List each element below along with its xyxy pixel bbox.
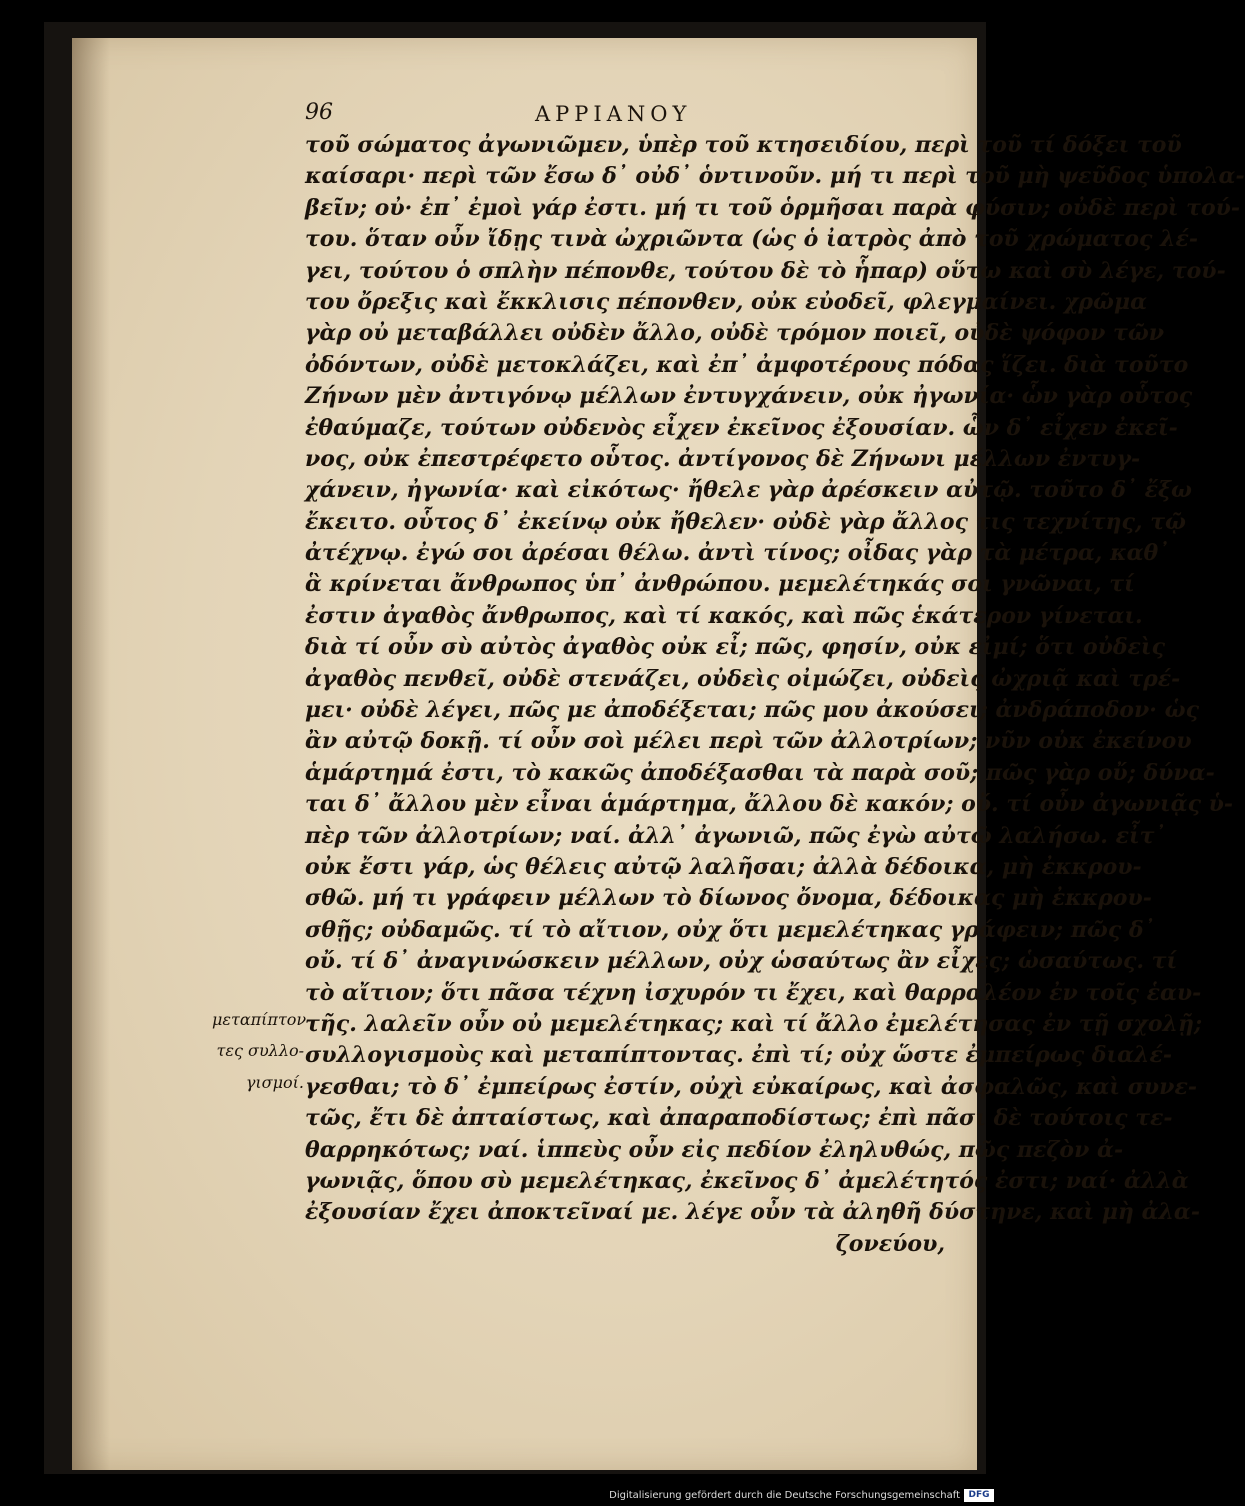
page-number: 96 bbox=[305, 100, 333, 125]
dfg-logo: DFG bbox=[964, 1489, 994, 1502]
marginal-note-line: γισμοί. bbox=[245, 1072, 304, 1092]
text-line: ἐστιν ἀγαθὸς ἄνθρωπος, καὶ τί κακός, καὶ πῶς ἑκάτερον γίνεται. bbox=[305, 602, 1143, 629]
text-line: γὰρ οὐ μεταβάλλει οὐδὲν ἄλλο, οὐδὲ τρόμον ποιεῖ, οὐδὲ ψόφον τῶν bbox=[305, 320, 1165, 347]
text-line: τοῦ σώματος ἀγωνιῶμεν, ὑπὲρ τοῦ κτησειδίου, περὶ τοῦ τί δόξει τοῦ bbox=[305, 132, 1182, 158]
text-line: τῆς. λαλεῖν οὖν οὐ μεμελέτηκας; καὶ τί ἄλλο ἐμελέτησας ἐν τῇ σχολῇ; bbox=[305, 1010, 1203, 1037]
text-line: διὰ τί οὖν σὺ αὐτὸς ἀγαθὸς οὐκ εἶ; πῶς, φησίν, οὐκ εἰμί; ὅτι οὐδεὶς bbox=[305, 634, 1165, 661]
marginal-note-line: μεταπίπτον- bbox=[212, 1010, 312, 1029]
text-line: σθῇς; οὐδαμῶς. τί τὸ αἴτιον, οὐχ ὅτι μεμελέτηκας γράφειν; πῶς δ᾽ bbox=[305, 916, 1155, 943]
text-block bbox=[305, 130, 1245, 1260]
text-line: ἔκειτο. οὗτος δ᾽ ἐκείνῳ οὐκ ἤθελεν· οὐδὲ γὰρ ἄλλος τις τεχνίτης, τῷ bbox=[305, 508, 1186, 535]
text-line: Ζήνων μὲν ἀντιγόνῳ μέλλων ἐντυγχάνειν, οὐκ ἠγωνία· ὧν γὰρ οὗτος bbox=[305, 383, 1193, 410]
text-line: ἃ κρίνεται ἄνθρωπος ὑπ᾽ ἀνθρώπου. μεμελέτηκάς σοι γνῶναι, τί bbox=[305, 571, 1135, 598]
text-line: νος, οὐκ ἐπεστρέφετο οὗτος. ἀντίγονος δὲ Ζήνωνι μέλλων ἐντυγ- bbox=[305, 445, 1141, 472]
text-line: μει· οὐδὲ λέγει, πῶς με ἀποδέξεται; πῶς μου ἀκούσει; ἀνδράποδον· ὡς bbox=[305, 697, 1199, 724]
text-line: θαρρηκότως; ναί. ἱππεὺς οὖν εἰς πεδίον ἐληλυθώς, πῶς πεζὸν ἀ- bbox=[305, 1136, 1124, 1163]
text-line: οὐκ ἔστι γάρ, ὡς θέλεις αὐτῷ λαλῆσαι; ἀλλὰ δέδοικα, μὴ ἐκκρου- bbox=[305, 853, 1142, 880]
text-line: χάνειν, ἠγωνία· καὶ εἰκότως· ἤθελε γὰρ ἀρέσκειν αὐτῷ. τοῦτο δ᾽ ἔξω bbox=[305, 477, 1192, 504]
text-line: ἀγαθὸς πενθεῖ, οὐδὲ στενάζει, οὐδεὶς οἰμώζει, οὐδεὶς ὠχριᾷ καὶ τρέ- bbox=[305, 665, 1181, 692]
text-line: οὔ. τί δ᾽ ἀναγινώσκειν μέλλων, οὐχ ὡσαύτως ἂν εἶχες; ὡσαύτως. τί bbox=[305, 948, 1178, 975]
marginal-note bbox=[212, 1004, 312, 1098]
text-line: ζονεύου, bbox=[835, 1230, 945, 1257]
text-line: ται δ᾽ ἄλλου μὲν εἶναι ἁμάρτημα, ἄλλου δὲ κακόν; οὔ. τί οὖν ἀγωνιᾷς ὑ- bbox=[305, 791, 1234, 818]
text-line: συλλογισμοὺς καὶ μεταπίπτοντας. ἐπὶ τί; οὐχ ὥστε ἐμπείρως διαλέ- bbox=[305, 1042, 1172, 1069]
binding-shadow bbox=[72, 38, 110, 1470]
text-line: ἐξουσίαν ἔχει ἀποκτεῖναί με. λέγε οὖν τὰ ἀληθῆ δύστηνε, καὶ μὴ ἀλα- bbox=[305, 1199, 1200, 1226]
text-line: ἂν αὐτῷ δοκῇ. τί οὖν σοὶ μέλει περὶ τῶν ἀλλοτρίων; νῦν οὐκ ἐκείνου bbox=[305, 728, 1192, 755]
text-line: τῶς, ἔτι δὲ ἀπταίστως, καὶ ἀπαραποδίστως; ἐπὶ πᾶσι δὲ τούτοις τε- bbox=[305, 1105, 1173, 1132]
marginal-note-line: τες συλλο- bbox=[216, 1041, 304, 1061]
running-title: ΑΡΡΙΑΝΟΥ bbox=[535, 102, 692, 126]
text-line: του. ὅταν οὖν ἴδῃς τινὰ ὠχριῶντα (ὡς ὁ ἰατρὸς ἀπὸ τοῦ χρώματος λέ- bbox=[305, 226, 1199, 253]
text-line: ἀτέχνῳ. ἐγώ σοι ἀρέσαι θέλω. ἀντὶ τίνος; οἶδας γὰρ τὰ μέτρα, καθ᾽ bbox=[305, 540, 1170, 567]
text-line: γωνιᾷς, ὅπου σὺ μεμελέτηκας, ἐκεῖνος δ᾽ ἀμελέτητός ἐστι; ναί· ἀλλὰ bbox=[305, 1167, 1189, 1194]
text-line: του ὄρεξις καὶ ἔκκλισις πέπονθεν, οὐκ εὐοδεῖ, φλεγμαίνει. χρῶμα bbox=[305, 288, 1148, 315]
text-line: γει, τούτου ὁ σπλὴν πέπονθε, τούτου δὲ τὸ ἧπαρ) οὕτω καὶ σὺ λέγε, τού- bbox=[305, 257, 1226, 284]
digitization-credit: Digitalisierung gefördert durch die Deutsche Forschungsgemeinschaft bbox=[609, 1490, 960, 1501]
text-line: τὸ αἴτιον; ὅτι πᾶσα τέχνη ἰσχυρόν τι ἔχει, καὶ θαρραλέον ἐν τοῖς ἑαυ- bbox=[305, 979, 1202, 1006]
text-line: ἐθαύμαζε, τούτων οὐδενὸς εἶχεν ἐκεῖνος ἐξουσίαν. ὧν δ᾽ εἶχεν ἐκεῖ- bbox=[305, 414, 1178, 441]
text-line: πὲρ τῶν ἀλλοτρίων; ναί. ἀλλ᾽ ἀγωνιῶ, πῶς ἐγὼ αὐτῷ λαλήσω. εἶτ᾽ bbox=[305, 822, 1166, 849]
text-line: γεσθαι; τὸ δ᾽ ἐμπείρως ἐστίν, οὐχὶ εὐκαίρως, καὶ ἀσφαλῶς, καὶ συνε- bbox=[305, 1073, 1197, 1100]
text-line: καίσαρι· περὶ τῶν ἔσω δ᾽ οὐδ᾽ ὁντινοῦν. μή τι περὶ τοῦ μὴ ψεῦδος ὑπολα- bbox=[305, 163, 1245, 190]
text-line: σθῶ. μή τι γράφειν μέλλων τὸ δίωνος ὄνομα, δέδοικας μὴ ἐκκρου- bbox=[305, 885, 1152, 912]
text-line: ὀδόντων, οὐδὲ μετοκλάζει, καὶ ἐπ᾽ ἀμφοτέρους πόδας ἵζει. διὰ τοῦτο bbox=[305, 351, 1189, 378]
text-line: βεῖν; οὐ· ἐπ᾽ ἐμοὶ γάρ ἐστι. μή τι τοῦ ὁρμῆσαι παρὰ φύσιν; οὐδὲ περὶ τού- bbox=[305, 194, 1241, 221]
text-line: ἁμάρτημά ἐστι, τὸ κακῶς ἀποδέξασθαι τὰ παρὰ σοῦ; πῶς γὰρ οὔ; δύνα- bbox=[305, 759, 1215, 786]
page-header bbox=[305, 100, 915, 130]
